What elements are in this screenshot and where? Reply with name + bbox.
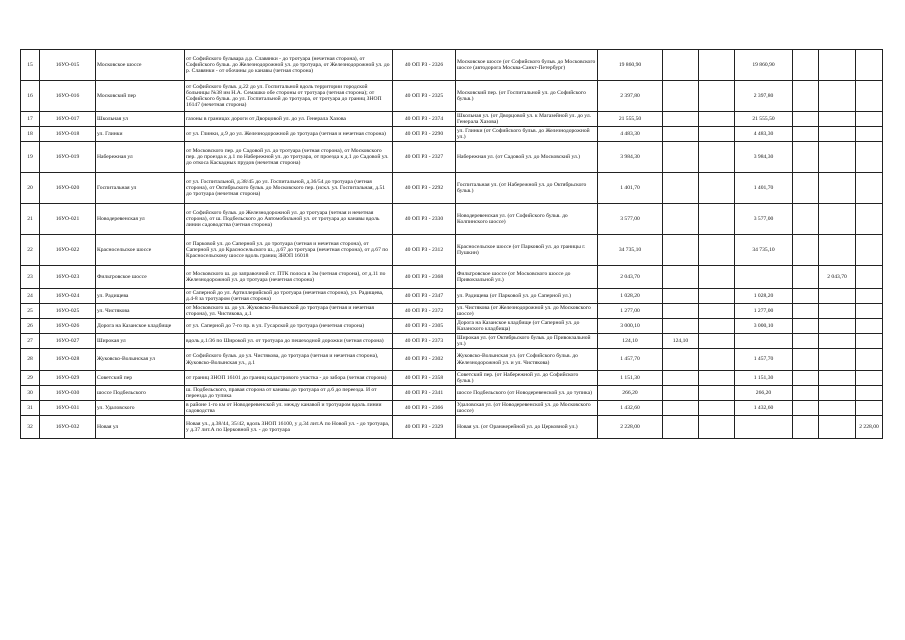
area-total: 19 860,90 [598, 50, 663, 81]
area-description: от Московского пер. до Садовой ул. до тротуара (четная сторона), от Московского пер. до проезда к д.1 по Набережной ул. до тротуара, от проезда к д.1 до Садовой ул. до откоса Каскадных прудов (нечетная сторона) [185, 142, 393, 173]
area-col-6 [856, 112, 883, 127]
area-col-5 [819, 142, 856, 173]
table-row [21, 319, 883, 334]
object-code: 16УО-027 [40, 334, 96, 349]
street-name: Широкая ул [96, 334, 185, 349]
table-row [21, 401, 883, 416]
area-col-2 [699, 371, 735, 386]
road-route: Новодеревенская ул. (от Софийского бульв. до Колпинского шоссе) [456, 204, 598, 235]
area-col-5 [819, 204, 856, 235]
area-col-1 [663, 304, 699, 319]
object-code: 16УО-021 [40, 204, 96, 235]
area-col-6 [856, 266, 883, 289]
area-col-1 [663, 319, 699, 334]
street-name: Московский пер [96, 81, 185, 112]
area-col-5 [819, 112, 856, 127]
area-col-6 [856, 386, 883, 401]
area-col-3 [735, 416, 793, 439]
area-description: от Софийского бульв. до Железнодорожной ул. до тротуара (четная и нечетная сторона), от ш. Подбельского до Автомобильной ул. от тротуара до канавы вдоль линии садоводства (четная сторона) [185, 204, 393, 235]
area-total: 1 277,00 [598, 304, 663, 319]
road-reg-number: 40 ОП РЗ - 2327 [393, 142, 456, 173]
road-route: Школьная ул. (от Дворцовой ул. к Магазейной ул. до ул. Генерала Хазова) [456, 112, 598, 127]
area-col-5 [819, 127, 856, 142]
road-reg-number: 40 ОП РЗ - 2372 [393, 304, 456, 319]
area-col-2 [699, 386, 735, 401]
register-table [20, 49, 883, 439]
area-col-5 [819, 386, 856, 401]
area-col-2 [699, 416, 735, 439]
area-col-6 [856, 235, 883, 266]
area-total: 3 000,10 [598, 319, 663, 334]
area-total: 21 555,50 [598, 112, 663, 127]
road-route: Госпитальная ул. (от Набережной ул. до Октябрьского бульв.) [456, 173, 598, 204]
area-col-1 [663, 204, 699, 235]
area-col-1 [663, 50, 699, 81]
area-col-4 [793, 401, 819, 416]
area-col-3: 34 735,10 [735, 235, 793, 266]
row-number: 29 [21, 371, 40, 386]
row-number: 16 [21, 81, 40, 112]
street-name: Жуковско-Волынская ул [96, 349, 185, 371]
table-row [21, 142, 883, 173]
area-col-6 [856, 401, 883, 416]
area-total: 1 151,30 [598, 371, 663, 386]
object-code: 16УО-020 [40, 173, 96, 204]
area-col-2 [699, 204, 735, 235]
street-name: ул. Радищева [96, 289, 185, 304]
table-row [21, 112, 883, 127]
area-col-3: 1 432,60 [735, 401, 793, 416]
area-col-6 [856, 173, 883, 204]
area-col-1 [663, 289, 699, 304]
area-col-2 [699, 50, 735, 81]
area-col-4 [793, 304, 819, 319]
object-code: 16УО-029 [40, 371, 96, 386]
area-description: от границ ЗНОП 16101 до границ кадастрового участка - до забора (четная сторона) [185, 371, 393, 386]
object-code: 16УО-032 [40, 416, 96, 439]
row-number: 18 [21, 127, 40, 142]
road-reg-number: 40 ОП РЗ - 2330 [393, 204, 456, 235]
table-row [21, 371, 883, 386]
area-description: от Софийского бульвара д.р. Славянки - до тротуара (нечетная сторона), от Софийского бульв. до Железнодорожной ул. до тротуара, от Железнодорожной ул. до р. Славянки - от обочины до канавы (четная сторона) [185, 50, 393, 81]
road-route: шоссе Подбельского (от Новодеревенской ул. до тупика) [456, 386, 598, 401]
row-number: 25 [21, 304, 40, 319]
object-code: 16УО-026 [40, 319, 96, 334]
area-description: от Парковой ул. до Саперной ул. до тротуара (четная и нечетная сторона), от Саперной ул. до Красносельского ш., д.67 до тротуара (нечетная сторона), от д.67 по Красносельскому шоссе вдоль границ ЗНОП 16018 [185, 235, 393, 266]
road-route: Фильтровское шоссе (от Московского шоссе до Привокзальной ул.) [456, 266, 598, 289]
area-col-3: 1 151,30 [735, 371, 793, 386]
area-col-3: 266,20 [735, 386, 793, 401]
area-col-1 [663, 349, 699, 371]
table-row [21, 127, 883, 142]
area-col-3: 3 984,30 [735, 142, 793, 173]
object-code: 16УО-031 [40, 401, 96, 416]
street-name: Школьная ул [96, 112, 185, 127]
table-row [21, 204, 883, 235]
area-col-4 [793, 127, 819, 142]
road-route: Московский пер. (от Госпитальной ул. до Софийского бульв.) [456, 81, 598, 112]
row-number: 21 [21, 204, 40, 235]
road-route: ул. Глинки (от Софийского бульв. до Железнодорожной ул.) [456, 127, 598, 142]
road-route: Жуковско-Волынская ул. (от Софийского бульв. до Железнодорожной ул. и ул. Чистякова) [456, 349, 598, 371]
area-total: 2 043,70 [598, 266, 663, 289]
row-number: 22 [21, 235, 40, 266]
street-name: Госпитальная ул [96, 173, 185, 204]
area-col-5 [819, 401, 856, 416]
road-route: Удаловская ул. (от Новодеревенской ул. до Московского шоссе) [456, 401, 598, 416]
area-description: от Московского ш. до заправочной ст. ПТК полоса в 3м (четная сторона), от д.11 по Железнодорожной ул. до тротуара (нечетная сторона) [185, 266, 393, 289]
area-col-6 [856, 50, 883, 81]
area-col-1 [663, 81, 699, 112]
table-row [21, 81, 883, 112]
object-code: 16УО-028 [40, 349, 96, 371]
area-col-4 [793, 349, 819, 371]
area-total: 3 984,30 [598, 142, 663, 173]
area-col-1 [663, 127, 699, 142]
area-col-5: 2 043,70 [819, 266, 856, 289]
area-col-1 [663, 112, 699, 127]
area-col-6 [856, 349, 883, 371]
road-reg-number: 40 ОП РЗ - 2341 [393, 386, 456, 401]
area-col-3: 1 277,00 [735, 304, 793, 319]
area-col-2 [699, 304, 735, 319]
area-col-6 [856, 142, 883, 173]
area-col-1 [663, 401, 699, 416]
road-reg-number: 40 ОП РЗ - 2305 [393, 319, 456, 334]
area-col-2 [699, 127, 735, 142]
area-col-6 [856, 127, 883, 142]
road-reg-number: 40 ОП РЗ - 2302 [393, 349, 456, 371]
street-name: Набережная ул [96, 142, 185, 173]
area-col-3: 2 397,80 [735, 81, 793, 112]
area-description: от Саперной до ул. Артиллерийской до тротуара (нечетная сторона), ул. Радищева, д.4-8 за тротуаром (четная сторона) [185, 289, 393, 304]
area-description: от ул. Госпитальной, д.38/45 до ул. Госпитальной, д.36/54 до тротуара (четная сторона), от Октябрьского бульв. до Московского пер. (искл. ул. Госпитальная, д.51 до тротуара (нечетная сторона) [185, 173, 393, 204]
area-col-3: 1 457,70 [735, 349, 793, 371]
area-col-3: 21 555,50 [735, 112, 793, 127]
table-row [21, 235, 883, 266]
object-code: 16УО-016 [40, 81, 96, 112]
area-col-1: 124,10 [663, 334, 699, 349]
street-name: ул. Удаловского [96, 401, 185, 416]
object-code: 16УО-015 [40, 50, 96, 81]
row-number: 32 [21, 416, 40, 439]
road-reg-number: 40 ОП РЗ - 2312 [393, 235, 456, 266]
area-col-5 [819, 173, 856, 204]
area-total: 1 457,70 [598, 349, 663, 371]
road-route: ул. Радищева (от Парковой ул. до Саперной ул.) [456, 289, 598, 304]
area-col-2 [699, 235, 735, 266]
area-col-3: 1 028,20 [735, 289, 793, 304]
area-col-4 [793, 371, 819, 386]
table-row [21, 289, 883, 304]
area-col-3 [735, 334, 793, 349]
area-col-4 [793, 81, 819, 112]
road-route: Советский пер. (от Набережной ул. до Софийского бульв.) [456, 371, 598, 386]
object-code: 16УО-017 [40, 112, 96, 127]
area-col-2 [699, 173, 735, 204]
object-code: 16УО-024 [40, 289, 96, 304]
area-total: 1 401,70 [598, 173, 663, 204]
road-reg-number: 40 ОП РЗ - 2366 [393, 401, 456, 416]
area-col-1 [663, 266, 699, 289]
area-col-3 [735, 266, 793, 289]
area-total: 124,10 [598, 334, 663, 349]
area-col-2 [699, 401, 735, 416]
road-reg-number: 40 ОП РЗ - 2374 [393, 112, 456, 127]
area-col-2 [699, 334, 735, 349]
road-reg-number: 40 ОП РЗ - 2368 [393, 266, 456, 289]
object-code: 16УО-022 [40, 235, 96, 266]
street-name: Московское шоссе [96, 50, 185, 81]
row-number: 23 [21, 266, 40, 289]
area-col-5 [819, 289, 856, 304]
road-route: Широкая ул. (от Октябрьского бульв. до Привокзальной ул.) [456, 334, 598, 349]
table-row [21, 349, 883, 371]
table-row [21, 334, 883, 349]
street-name: Новодеревенская ул [96, 204, 185, 235]
area-col-4 [793, 50, 819, 81]
table-row [21, 416, 883, 439]
area-col-1 [663, 386, 699, 401]
object-code: 16УО-019 [40, 142, 96, 173]
area-col-4 [793, 142, 819, 173]
area-description: от Московского ш. до ул. Жуковско-Волынской до тротуара (четная и нечетная сторона), ул. Чистякова, д.1 [185, 304, 393, 319]
road-route: Красносельское шоссе (от Парковой ул. до границы г. Пушкин) [456, 235, 598, 266]
area-col-4 [793, 266, 819, 289]
area-col-5 [819, 371, 856, 386]
area-col-4 [793, 319, 819, 334]
row-number: 24 [21, 289, 40, 304]
area-col-5 [819, 416, 856, 439]
area-col-5 [819, 334, 856, 349]
area-col-2 [699, 289, 735, 304]
area-col-4 [793, 173, 819, 204]
street-name: ул. Глинки [96, 127, 185, 142]
area-description: от ул. Глинки, д.9 до ул. Железнодорожной до тротуара (четная и нечетная сторона) [185, 127, 393, 142]
area-total: 1 432,60 [598, 401, 663, 416]
area-col-4 [793, 334, 819, 349]
area-col-6 [856, 319, 883, 334]
area-col-2 [699, 266, 735, 289]
road-reg-number: 40 ОП РЗ - 2290 [393, 127, 456, 142]
road-route: Новая ул. (от Оранжерейной ул. до Церковной ул.) [456, 416, 598, 439]
area-col-5 [819, 235, 856, 266]
road-reg-number: 40 ОП РЗ - 2347 [393, 289, 456, 304]
object-code: 16УО-025 [40, 304, 96, 319]
table-body [21, 50, 883, 439]
area-col-2 [699, 81, 735, 112]
row-number: 27 [21, 334, 40, 349]
area-col-6 [856, 304, 883, 319]
area-col-6 [856, 334, 883, 349]
road-reg-number: 40 ОП РЗ - 2373 [393, 334, 456, 349]
area-description: газоны в границах дороги от Дворцовой ул. до ул. Генерала Хазова [185, 112, 393, 127]
area-total: 1 028,20 [598, 289, 663, 304]
road-reg-number: 40 ОП РЗ - 2358 [393, 371, 456, 386]
area-col-5 [819, 319, 856, 334]
row-number: 17 [21, 112, 40, 127]
road-route: ул. Чистякова (от Железнодорожной ул. до Московского шоссе) [456, 304, 598, 319]
road-reg-number: 40 ОП РЗ - 2325 [393, 81, 456, 112]
row-number: 19 [21, 142, 40, 173]
area-col-4 [793, 416, 819, 439]
area-total: 2 397,80 [598, 81, 663, 112]
area-total: 4 483,30 [598, 127, 663, 142]
area-col-4 [793, 235, 819, 266]
row-number: 26 [21, 319, 40, 334]
area-col-4 [793, 112, 819, 127]
row-number: 15 [21, 50, 40, 81]
street-name: шоссе Подбельского [96, 386, 185, 401]
area-col-3: 19 860,90 [735, 50, 793, 81]
street-name: ул. Чистякова [96, 304, 185, 319]
area-col-6: 2 228,00 [856, 416, 883, 439]
table-row [21, 173, 883, 204]
area-col-2 [699, 142, 735, 173]
row-number: 30 [21, 386, 40, 401]
area-description: от ул. Саперной до 7-го пр. в ул. Гусарской до тротуара (нечетная сторона) [185, 319, 393, 334]
table-row [21, 304, 883, 319]
row-number: 31 [21, 401, 40, 416]
area-col-3: 4 483,30 [735, 127, 793, 142]
area-col-2 [699, 319, 735, 334]
area-total: 266,20 [598, 386, 663, 401]
table-row [21, 50, 883, 81]
area-col-2 [699, 112, 735, 127]
area-col-5 [819, 349, 856, 371]
road-reg-number: 40 ОП РЗ - 2329 [393, 416, 456, 439]
street-name: Дорога на Казанское кладбище [96, 319, 185, 334]
table-row [21, 266, 883, 289]
street-name: Советский пер [96, 371, 185, 386]
area-description: вдоль д.1/36 по Широкой ул. от тротуара до пешеходной дорожки (четная сторона) [185, 334, 393, 349]
street-name: Новая ул [96, 416, 185, 439]
area-col-3: 1 401,70 [735, 173, 793, 204]
area-col-4 [793, 204, 819, 235]
area-col-6 [856, 204, 883, 235]
table-row [21, 386, 883, 401]
road-route: Московское шоссе (от Софийского бульв. до Московского шоссе (автодорога Москва-Санкт-Петербург) [456, 50, 598, 81]
area-col-6 [856, 81, 883, 112]
street-name: Красносельское шоссе [96, 235, 185, 266]
area-col-6 [856, 289, 883, 304]
area-col-1 [663, 371, 699, 386]
row-number: 28 [21, 349, 40, 371]
area-description: от Софийского бульв. д.22 до ул. Госпитальной вдоль территории городской больницы №38 им Н.А. Семашко обе стороны от тротуара (четная сторона); от Софийского бульв. до ул. Госпитальной до тротуара, от тротуара до границ ЗНОП 16147 (нечетная сторона) [185, 81, 393, 112]
area-total: 3 577,00 [598, 204, 663, 235]
area-col-5 [819, 50, 856, 81]
road-reg-number: 40 ОП РЗ - 2326 [393, 50, 456, 81]
area-description: в районе 1-го км от Новодеревенской ул. между канавой и тротуаром вдоль линии садоводства [185, 401, 393, 416]
object-code: 16УО-023 [40, 266, 96, 289]
area-description: ш. Подбельского, правая сторона от канавы до тротуара от д.6 до переезда. И от переезда до тупика [185, 386, 393, 401]
area-description: Новая ул., д.38/44, 35/42, вдоль ЗНОП 16100, у д.34 лит.А по Новой ул. - до тротуара, у д.37 лит.А по Церковной ул. - до тротуара [185, 416, 393, 439]
area-col-1 [663, 235, 699, 266]
area-col-3: 3 000,10 [735, 319, 793, 334]
area-col-5 [819, 81, 856, 112]
area-total: 2 228,00 [598, 416, 663, 439]
area-col-3: 3 577,00 [735, 204, 793, 235]
area-col-2 [699, 349, 735, 371]
row-number: 20 [21, 173, 40, 204]
area-col-4 [793, 289, 819, 304]
area-col-4 [793, 386, 819, 401]
street-name: Фильтровское шоссе [96, 266, 185, 289]
area-col-1 [663, 142, 699, 173]
road-reg-number: 40 ОП РЗ - 2292 [393, 173, 456, 204]
area-col-1 [663, 173, 699, 204]
area-col-5 [819, 304, 856, 319]
road-route: Набережная ул. (от Садовой ул. до Московский ул.) [456, 142, 598, 173]
object-code: 16УО-018 [40, 127, 96, 142]
area-description: от Софийского бульв. до ул. Чистякова, до тротуара (четная и нечетная сторона), Жуковско-Волынская ул., д.1 [185, 349, 393, 371]
area-total: 34 735,10 [598, 235, 663, 266]
road-route: Дорога на Казанское кладбище (от Саперной ул. до Казанского кладбища) [456, 319, 598, 334]
area-col-6 [856, 371, 883, 386]
object-code: 16УО-030 [40, 386, 96, 401]
area-col-1 [663, 416, 699, 439]
